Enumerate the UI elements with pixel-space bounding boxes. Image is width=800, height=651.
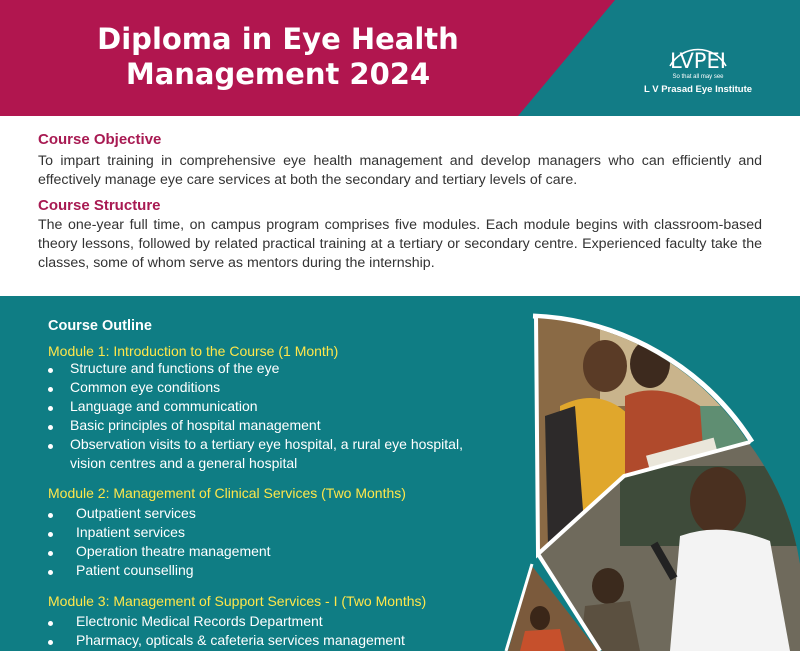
title-line-1: Diploma in Eye Health: [97, 22, 459, 56]
header-banner: [0, 0, 800, 116]
outline-heading: Course Outline: [48, 318, 152, 334]
bullet-icon: [48, 406, 53, 411]
bullet-icon: [48, 387, 53, 392]
bullet-icon: [48, 621, 53, 626]
module-1-item: Language and communication: [70, 398, 258, 414]
bullet-icon: [48, 532, 53, 537]
module-1-item: Common eye conditions: [70, 379, 221, 395]
module-1-item: Observation visits to a tertiary eye hospital, a rural eye hospital,: [70, 436, 463, 452]
module-3-item: Electronic Medical Records Department: [76, 613, 323, 629]
bullet-icon: [48, 551, 53, 556]
module-1-item: Structure and functions of the eye: [70, 360, 280, 376]
page-title: [58, 22, 498, 92]
module-1-item-continued: vision centres and a general hospital: [70, 455, 298, 471]
course-outline-section: [0, 296, 800, 651]
module-2-item: Patient counselling: [76, 562, 194, 578]
structure-heading: Course Structure: [38, 197, 161, 214]
objective-heading: Course Objective: [38, 131, 162, 148]
module-1-item: Basic principles of hospital management: [70, 417, 321, 433]
logo-tagline: So that all may see: [672, 74, 724, 80]
module-1-title: Module 1: Introduction to the Course (1 Month): [48, 343, 339, 359]
bullet-icon: [48, 513, 53, 518]
institute-name: L V Prasad Eye Institute: [643, 84, 753, 95]
bullet-icon: [48, 444, 53, 449]
module-3-item: Pharmacy, opticals & cafeteria services management: [76, 632, 405, 648]
module-2-item: Inpatient services: [76, 524, 185, 540]
logo-text: LVPEI: [670, 49, 726, 72]
module-2-title: Module 2: Management of Clinical Services (Two Months): [48, 485, 406, 501]
module-3-title: Module 3: Management of Support Services - I (Two Months): [48, 593, 427, 609]
structure-text: The one-year full time, on campus program comprises five modules. Each module begins with classroom-based theory lessons, followed by related practical training at a tertiary or secondary centre. Experienced faculty take the classes, some of whom serve as mentors during the internship.: [38, 217, 762, 271]
logo-mark-icon: [662, 26, 734, 72]
bullet-icon: [48, 368, 53, 373]
module-2-item: Outpatient services: [76, 505, 196, 521]
intro-section: [0, 116, 800, 296]
lvpei-logo: [640, 26, 780, 106]
bullet-icon: [48, 640, 53, 645]
module-2-item: Operation theatre management: [76, 543, 271, 559]
objective-text: To impart training in comprehensive eye health management and develop managers who can efficiently and effectively manage eye care services at both the secondary and tertiary levels of care.: [38, 153, 762, 188]
title-line-2: Management 2024: [125, 57, 431, 91]
bullet-icon: [48, 425, 53, 430]
bullet-icon: [48, 570, 53, 575]
